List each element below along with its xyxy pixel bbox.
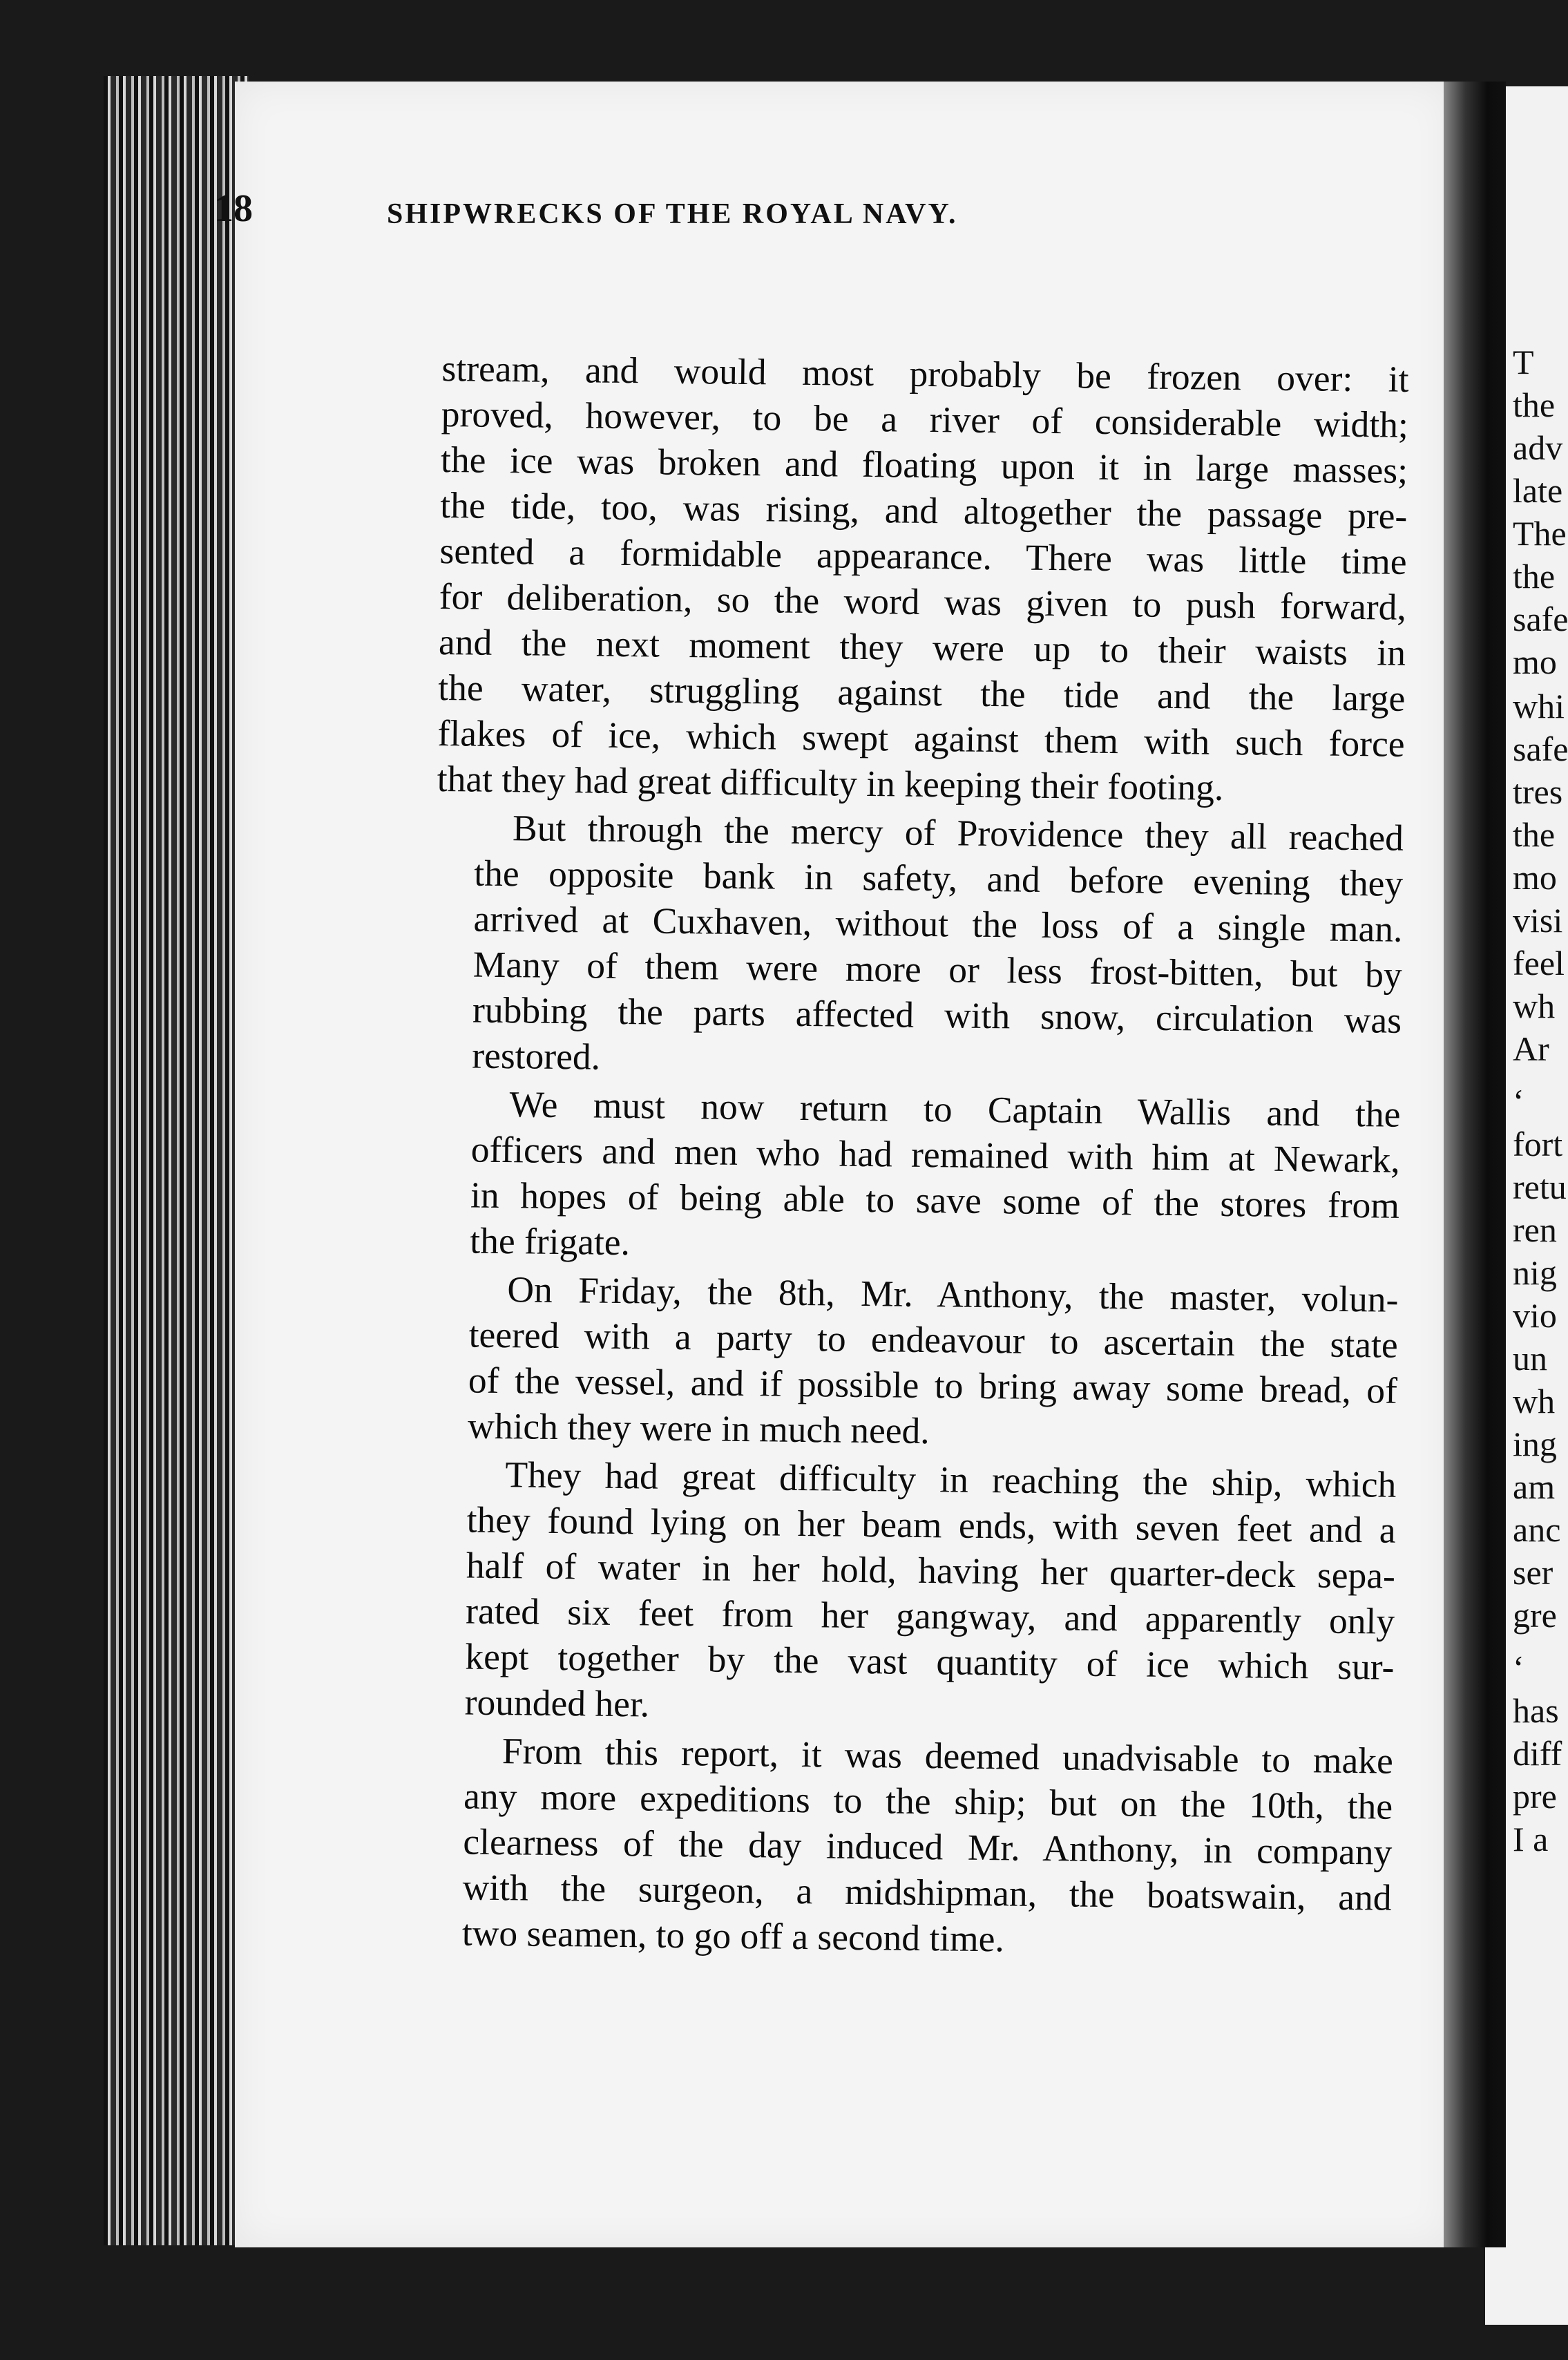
facing-page-text: late	[1513, 471, 1563, 510]
body-text	[424, 345, 1409, 1966]
paragraph	[432, 1081, 1401, 1274]
facing-page-text: T	[1513, 343, 1534, 381]
text-line: and the next moment they were up to their waists in	[438, 620, 1406, 674]
paragraph	[424, 1727, 1394, 1966]
text-line: two seamen, to go off a second time.	[461, 1912, 1005, 1960]
text-line: the frigate.	[469, 1219, 631, 1264]
facing-page-text: adv	[1513, 428, 1563, 467]
text-line: teered with a party to endeavour to ascertain the state	[468, 1313, 1399, 1366]
text-line: for deliberation, so the word was given to push forward,	[439, 575, 1407, 628]
facing-page-text: wh	[1513, 1382, 1556, 1420]
text-line: which they were in much need.	[467, 1405, 930, 1452]
facing-page-text: retu	[1513, 1168, 1567, 1206]
facing-page-text: the	[1513, 386, 1556, 424]
facing-page-text: un	[1513, 1339, 1547, 1378]
facing-page-text: safe	[1513, 600, 1568, 638]
text-line: On Friday, the 8th, Mr. Anthony, the master, volun-	[507, 1268, 1399, 1320]
facing-page-text: has	[1513, 1691, 1559, 1730]
text-line: kept together by the vast quantity of ice which sur-	[465, 1635, 1395, 1688]
text-line: Many of them were more or less frost-bitten, but by	[472, 943, 1403, 996]
page-number: 18	[214, 187, 253, 230]
facing-page-text: ‘	[1513, 1648, 1524, 1687]
paragraph	[434, 804, 1404, 1089]
text-line: rounded her.	[464, 1681, 650, 1725]
text-line: the opposite bank in safety, and before evening they	[474, 852, 1404, 904]
facing-page-text: safe	[1513, 730, 1568, 768]
facing-page-text: whi	[1513, 687, 1565, 725]
running-head: SHIPWRECKS OF THE ROYAL NAVY.	[387, 198, 958, 230]
text-line: proved, however, to be a river of considerable width;	[441, 392, 1409, 446]
text-line: clearness of the day induced Mr. Anthony, in company	[463, 1820, 1393, 1873]
facing-page-text: The	[1513, 514, 1567, 553]
text-line: they found lying on her beam ends, with seven feet and a	[466, 1498, 1396, 1551]
facing-page-text: tres	[1513, 772, 1563, 811]
text-line: stream, and would most probably be frozen over: it	[441, 347, 1409, 400]
facing-page-text: I a	[1513, 1820, 1549, 1858]
text-line: rubbing the parts affected with snow, circulation was	[472, 989, 1402, 1041]
text-line: in hopes of being able to save some of the stores from	[470, 1174, 1400, 1226]
book-gutter	[1444, 82, 1506, 2247]
text-line: any more expeditions to the ship; but on the 10th, the	[463, 1775, 1393, 1827]
facing-page-text: ser	[1513, 1553, 1553, 1592]
facing-page-text: the	[1513, 815, 1556, 854]
text-line: that they had great difficulty in keeping their footing.	[437, 757, 1224, 808]
text-line: rated six feet from her gangway, and apparently only	[465, 1590, 1395, 1642]
facing-page-text: ing	[1513, 1425, 1557, 1463]
facing-page-text: diff	[1513, 1734, 1562, 1773]
text-line: We must now return to Captain Wallis and the	[509, 1083, 1401, 1135]
facing-page-text: anc	[1513, 1510, 1561, 1549]
text-line: officers and men who had remained with him at Newark,	[470, 1128, 1401, 1181]
page-header	[0, 187, 1568, 249]
facing-page-text: fort	[1513, 1125, 1563, 1163]
facing-page-text: nig	[1513, 1253, 1557, 1292]
text-line: of the vessel, and if possible to bring away some bread, of	[468, 1359, 1398, 1411]
text-line: restored.	[472, 1034, 601, 1078]
facing-page-text: wh	[1513, 987, 1556, 1025]
text-line: But through the mercy of Providence they all reached	[512, 807, 1404, 859]
text-line: They had great difficulty in reaching the ship, which	[505, 1454, 1397, 1505]
text-line: flakes of ice, which swept against them with such force	[437, 712, 1405, 765]
facing-page-text: feel	[1513, 944, 1565, 982]
text-line: From this report, it was deemed unadvisable to make	[501, 1730, 1394, 1782]
text-line: sented a formidable appearance. There was little time	[439, 529, 1407, 582]
text-line: half of water in her hold, having her quarter-deck sepa-	[466, 1544, 1396, 1597]
paragraph	[426, 1451, 1396, 1735]
facing-page-text: vio	[1513, 1296, 1557, 1335]
text-line: the water, struggling against the tide and the large	[438, 666, 1406, 719]
facing-page-text: pre	[1513, 1777, 1557, 1816]
facing-page-text: ‘	[1513, 1082, 1524, 1121]
facing-page-text: mo	[1513, 643, 1557, 681]
text-line: arrived at Cuxhaven, without the loss of a single man.	[473, 897, 1403, 950]
book-page-edges	[104, 76, 249, 2245]
text-line: the tide, too, was rising, and altogether the passage pre-	[440, 484, 1408, 537]
facing-page-text: gre	[1513, 1596, 1557, 1635]
facing-page-text: ren	[1513, 1210, 1557, 1249]
facing-page-text: mo	[1513, 858, 1557, 897]
facing-page-text: the	[1513, 557, 1556, 596]
text-line: with the surgeon, a midshipman, the boatswain, and	[462, 1866, 1392, 1919]
text-line: the ice was broken and floating upon it in large masses;	[440, 438, 1408, 491]
paragraph	[437, 345, 1409, 812]
paragraph	[430, 1266, 1399, 1459]
facing-page-text: visi	[1513, 901, 1563, 940]
facing-page-text: Ar	[1513, 1029, 1549, 1068]
facing-page-text: am	[1513, 1467, 1556, 1506]
